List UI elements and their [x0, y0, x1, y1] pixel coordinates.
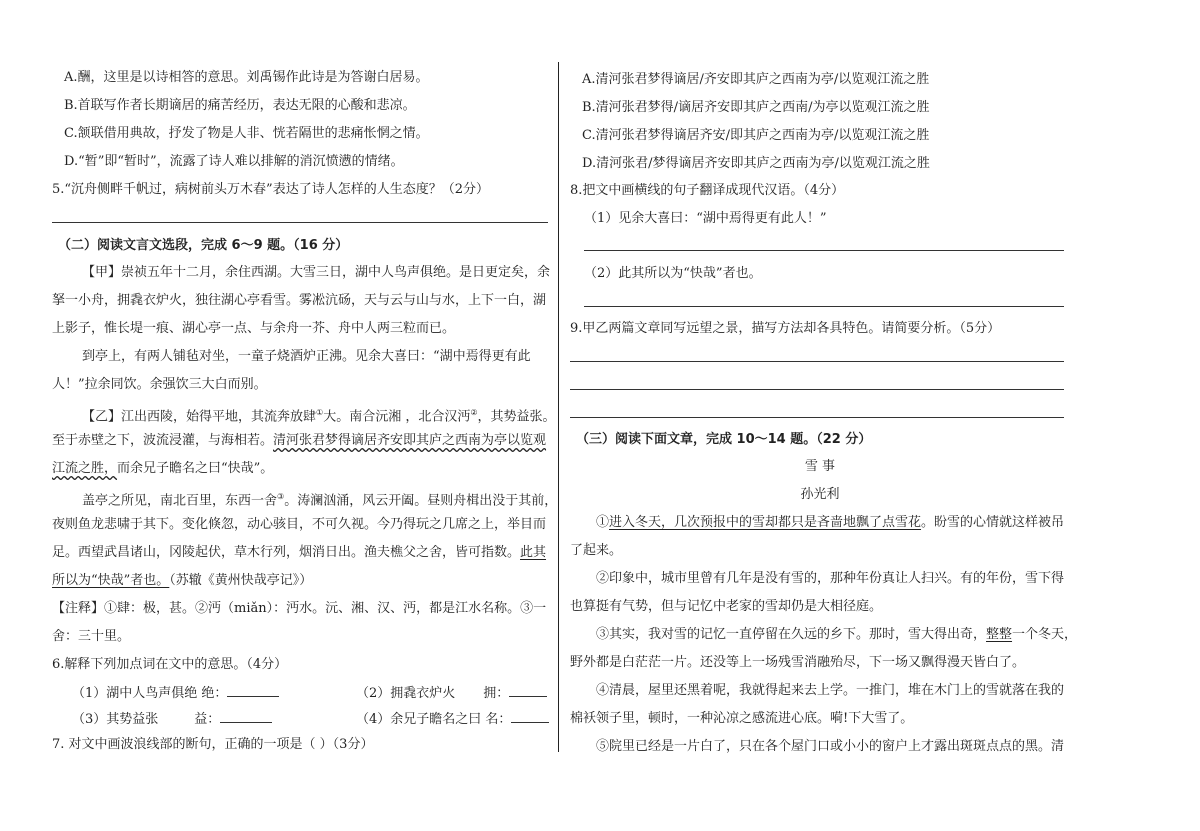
wavy-underlined-text: 清河张君梦得谪居齐安即其庐之西南为亭以览观 — [273, 433, 547, 448]
q7-option-a: A.清河张君梦得谪居/齐安即其庐之西南为亭/以览观江流之胜 — [582, 72, 930, 87]
answer-blank[interactable] — [227, 684, 279, 697]
paragraph-1-line-1: ①进入冬天，几次预报中的雪却都只是吝啬地飘了点雪花。盼雪的心情就这样被吊 — [596, 515, 1065, 530]
passage-yi-line-1: 【乙】江出西陵，始得平地，其流奔放肆①大。南合沅湘 ，北合汉沔②，其势益张。 — [82, 408, 556, 425]
wavy-underlined-text: 江流之胜， — [52, 461, 118, 476]
underlined-text: 所以为“快哉”者也。 — [52, 573, 170, 588]
answer-blank[interactable] — [511, 710, 549, 723]
answer-line — [52, 222, 548, 223]
underlined-text: 整整 — [986, 627, 1013, 642]
paragraph-4-line-1: ④清晨，屋里还黑着呢，我就得起来去上学。一推门，堆在木门上的雪就落在我的 — [596, 683, 1065, 698]
question-6-item-4: （4）余兄子瞻名之曰 名： — [356, 710, 549, 729]
paragraph-4-line-2: 棉袄领子里，顿时，一种沁凉之感流进心底。嗬!下大雪了。 — [570, 711, 914, 726]
footnote-mark: ③ — [277, 492, 285, 501]
passage-jia-line-2: 拏一小舟，拥毳衣炉火，独往湖心亭看雪。雾凇沆砀，天与云与山与水，上下一白，湖 — [52, 293, 547, 308]
passage-yi-line-7: 所以为“快哉”者也。（苏辙《黄州快哉亭记》） — [52, 573, 313, 588]
paragraph-3-line-1: ③其实，我对雪的记忆一直停留在久远的乡下。那时，雪大得出奇，整整一个冬天， — [596, 627, 1078, 642]
article-title: 雪 事 — [804, 459, 836, 474]
passage-jia-line-3: 上影子，惟长堤一痕、湖心亭一点、与余舟一芥、舟中人两三粒而已。 — [52, 321, 456, 336]
underlined-text: 进入冬天，几次预报中的雪却都只是吝啬地飘了点雪花 — [609, 515, 922, 530]
passage-jia-line-5: 人！”拉余同饮。余强饮三大白而别。 — [52, 377, 267, 392]
paragraph-3-line-2: 野外都是白茫茫一片。还没等上一场残雪消融殆尽，下一场又飘得漫天皆白了。 — [570, 655, 1026, 670]
section-2-heading: （二）阅读文言文选段，完成 6～9 题。（16 分） — [58, 238, 349, 253]
answer-line[interactable] — [584, 250, 1064, 251]
answer-line[interactable] — [570, 389, 1064, 390]
section-3-heading: （三）阅读下面文章，完成 10～14 题。（22 分） — [576, 432, 872, 447]
question-9: 9.甲乙两篇文章同写远望之景，描写方法却各具特色。请简要分析。（5分） — [570, 321, 1001, 336]
q7-option-c: C.清河张君梦得谪居齐安/即其庐之西南为亭/以览观江流之胜 — [582, 128, 930, 143]
passage-yi-line-3: 江流之胜，而余兄子瞻名之曰“快哉”。 — [52, 461, 274, 476]
answer-line[interactable] — [584, 306, 1064, 307]
underlined-text: 此其 — [520, 545, 547, 560]
q4-option-b: B.首联写作者长期谪居的痛苦经历，表达无限的心酸和悲凉。 — [64, 98, 416, 113]
footnote-mark: ① — [316, 408, 324, 417]
paragraph-5-line-1: ⑤院里已经是一片白了，只在各个屋门口或小小的窗户上才露出斑斑点点的黑。清 — [596, 739, 1065, 754]
paragraph-2-line-1: ②印象中，城市里曾有几年是没有雪的，那种年份真让人扫兴。有的年份，雪下得 — [596, 571, 1065, 586]
passage-yi-line-2: 至于赤壁之下，波流浸灌，与海相若。清河张君梦得谪居齐安即其庐之西南为亭以览观 — [52, 433, 547, 448]
question-8-item-2: （2）此其所以为“快哉”者也。 — [584, 266, 762, 281]
question-7: 7. 对文中画波浪线部的断句，正确的一项是（ ）（3分） — [52, 737, 374, 752]
q4-option-c: C.颔联借用典故，抒发了物是人非、恍若隔世的悲痛怅惘之情。 — [64, 126, 429, 141]
footnote-mark: ② — [470, 408, 478, 417]
question-8: 8.把文中画横线的句子翻译成现代汉语。（4分） — [570, 183, 845, 198]
passage-jia-line-1: 【甲】崇祯五年十二月，余住西湖。大雪三日，湖中人鸟声俱绝。是日更定矣，余 — [82, 265, 551, 280]
passage-yi-line-4: 盖亭之所见，南北百里，东西一舍③。涛澜汹涌，风云开阖。昼则舟楫出没于其前， — [82, 492, 558, 509]
q7-option-b: B.清河张君梦得/谪居齐安即其庐之西南/为亭以览观江流之胜 — [582, 100, 930, 115]
paragraph-1-line-2: 了起来。 — [570, 543, 623, 558]
annotation-line-2: 舍：三十里。 — [52, 629, 131, 644]
question-6: 6.解释下列加点词在文中的意思。（4分） — [52, 657, 288, 672]
q4-option-a: A.酬，这里是以诗相答的意思。刘禹锡作此诗是为答谢白居易。 — [64, 70, 429, 85]
question-5: 5.“沉舟侧畔千帆过，病树前头万木春”表达了诗人怎样的人生态度？（2分） — [52, 182, 489, 197]
passage-yi-line-6: 足。西望武昌诸山，冈陵起伏，草木行列，烟消日出。渔夫樵父之舍，皆可指数。此其 — [52, 545, 547, 560]
answer-line[interactable] — [570, 417, 1064, 418]
q7-option-d: D.清河张君/梦得谪居齐安即其庐之西南为亭/以览观江流之胜 — [582, 156, 930, 171]
answer-blank[interactable] — [509, 684, 547, 697]
passage-jia-line-4: 到亭上，有两人铺毡对坐，一童子烧酒炉正沸。见余大喜曰：“湖中焉得更有此 — [82, 349, 531, 364]
paragraph-2-line-2: 也算挺有气势，但与记忆中老家的雪却仍是大相径庭。 — [570, 599, 883, 614]
answer-line[interactable] — [570, 361, 1064, 362]
annotation-line-1: 【注释】①肆：极，甚。②沔（miǎn）：沔水。沅、湘、汉、沔，都是江水名称。③一 — [52, 601, 547, 616]
answer-blank[interactable] — [220, 710, 272, 723]
article-author: 孙光利 — [800, 487, 840, 502]
question-6-item-1: （1）湖中人鸟声俱绝 绝： — [72, 684, 279, 703]
passage-yi-line-5: 夜则鱼龙悲啸于其下。变化倏忽，动心骇目，不可久视。今乃得玩之几席之上，举目而 — [52, 517, 547, 532]
q4-option-d: D.“暂”即“暂时”，流露了诗人难以排解的消沉愤懑的情绪。 — [64, 154, 404, 169]
question-6-item-3: （3）其势益张 益： — [72, 710, 272, 729]
question-6-item-2: （2）拥毳衣炉火 拥： — [356, 684, 547, 703]
question-8-item-1: （1）见余大喜曰：“湖中焉得更有此人！” — [584, 211, 827, 226]
column-divider — [558, 62, 559, 752]
